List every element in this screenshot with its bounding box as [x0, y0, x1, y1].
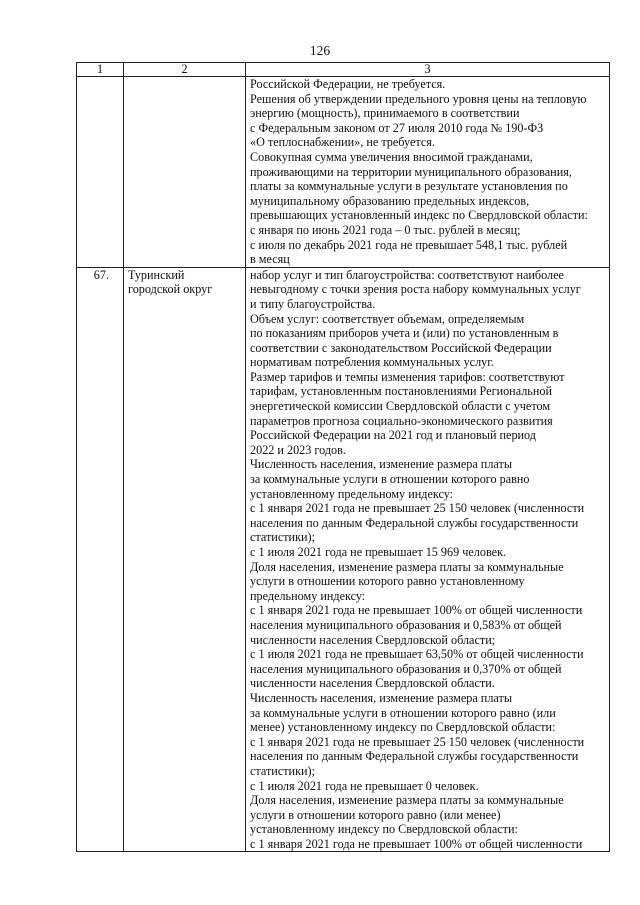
- content-line: менее) установленному индексу по Свердловской области:: [250, 720, 556, 735]
- content-line: по показаниям приборов учета и (или) по установленным в: [250, 326, 559, 341]
- municipality-name-line: городской округ: [128, 282, 213, 297]
- content-line: Доля населения, изменение размера платы за коммунальные: [250, 793, 564, 808]
- municipality-cell: [124, 267, 246, 852]
- content-line: за коммунальные услуги в отношении которого равно (или: [250, 705, 556, 720]
- content-lines: [250, 77, 605, 267]
- header-cell-1: 1: [77, 63, 124, 77]
- municipality-name-line: Туринский: [128, 267, 185, 282]
- content-line: Численность населения, изменение размера платы: [250, 457, 513, 472]
- content-line: параметров прогноза социально-экономического развития: [250, 413, 553, 428]
- content-line: с 1 июля 2021 года не превышает 15 969 человек.: [250, 545, 507, 559]
- content-line: Совокупная сумма увеличения вносимой гражданами,: [250, 149, 533, 164]
- content-line: с июля по декабрь 2021 года не превышает 548,1 тыс. рублей: [250, 237, 568, 252]
- content-line: с 1 января 2021 года не превышает 25 150 человек (численности: [250, 501, 585, 516]
- content-line: установленному индексу по Свердловской области:: [250, 822, 518, 837]
- content-line: услуги в отношении которого равно установленному: [250, 574, 525, 589]
- row-number: [77, 77, 124, 268]
- row-number: 67.: [77, 267, 124, 852]
- content-line: энергию (мощность), принимаемого в соответствии: [250, 106, 520, 121]
- page-number: 126: [309, 43, 331, 58]
- content-line: набор услуг и тип благоустройства: соответствуют наиболее: [250, 267, 564, 282]
- content-line: с 1 июля 2021 года не превышает 0 человек.: [250, 778, 479, 793]
- content-line: с 1 июля 2021 года не превышает 63,50% от общей численности: [250, 647, 584, 662]
- table-row-67: [77, 267, 610, 852]
- content-line: Размер тарифов и темпы изменения тарифов: соответствуют: [250, 369, 565, 384]
- table-row-continuation: [77, 77, 610, 268]
- content-line: населения муниципального образования и 0,583% от общей: [250, 617, 562, 632]
- content-line: нормативам потребления коммунальных услуг.: [250, 355, 494, 370]
- content-line: тарифам, установленным постановлениями Региональной: [250, 384, 552, 399]
- content-line: численности населения Свердловской области;: [250, 632, 496, 647]
- content-line: численности населения Свердловской области.: [250, 676, 495, 691]
- content-line: установленному предельному индексу:: [250, 486, 454, 501]
- content-line: услуги в отношении которого равно (или менее): [250, 807, 501, 822]
- content-line: с 1 января 2021 года не превышает 100% от общей численности: [250, 603, 583, 618]
- content-line: «О теплоснабжении», не требуется.: [250, 135, 435, 150]
- header-cell-3: 3: [246, 63, 610, 77]
- content-line: Российской Федерации на 2021 год и плановый период: [250, 428, 536, 443]
- content-line: Численность населения, изменение размера платы: [250, 690, 513, 705]
- content-line: с 1 января 2021 года не превышает 25 150 человек (численности: [250, 734, 585, 749]
- content-line: муниципальному образованию предельных индексов,: [250, 193, 530, 208]
- content-line: статистики);: [250, 530, 315, 545]
- content-cell: [246, 267, 610, 852]
- content-line: превышающих установленный индекс по Свердловской области:: [250, 208, 588, 223]
- content-line: населения муниципального образования и 0,370% от общей: [250, 661, 562, 676]
- content-line: статистики);: [250, 763, 315, 778]
- content-line: предельному индексу:: [250, 588, 366, 603]
- content-line: 2022 и 2023 годов.: [250, 442, 346, 457]
- content-line: Российской Федерации, не требуется.: [250, 77, 446, 91]
- content-line: за коммунальные услуги в отношении которого равно: [250, 472, 530, 487]
- content-line: Доля населения, изменение размера платы за коммунальные: [250, 559, 564, 574]
- content-line: Объем услуг: соответствует объемам, определяемым: [250, 311, 525, 326]
- content-line: соответствии с законодательством Российской Федерации: [250, 340, 552, 355]
- content-cell: [246, 77, 610, 268]
- content-line: в месяц: [250, 252, 290, 267]
- content-line: с Федеральным законом от 27 июля 2010 года № 190-ФЗ: [250, 120, 544, 135]
- municipality-cell: [124, 77, 246, 268]
- content-line: и типу благоустройства.: [250, 296, 376, 311]
- content-line: населения по данным Федеральной службы государственности: [250, 749, 579, 764]
- content-line: населения по данным Федеральной службы государственности: [250, 515, 579, 530]
- content-line: Решения об утверждении предельного уровня цены на тепловую: [250, 91, 587, 106]
- content-lines: [250, 268, 605, 852]
- content-line: невыгодному с точки зрения роста набору коммунальных услуг: [250, 282, 581, 297]
- content-line: с 1 января 2021 года не превышает 100% от общей численности: [250, 836, 583, 851]
- document-table: [76, 62, 610, 852]
- content-line: с января по июнь 2021 года – 0 тыс. рублей в месяц;: [250, 222, 521, 237]
- content-line: энергетической комиссии Свердловской области с учетом: [250, 399, 551, 414]
- header-cell-2: 2: [124, 63, 246, 77]
- table-header-row: [77, 63, 610, 77]
- content-line: проживающими на территории муниципального образования,: [250, 164, 572, 179]
- content-line: платы за коммунальные услуги в результате установления по: [250, 179, 568, 194]
